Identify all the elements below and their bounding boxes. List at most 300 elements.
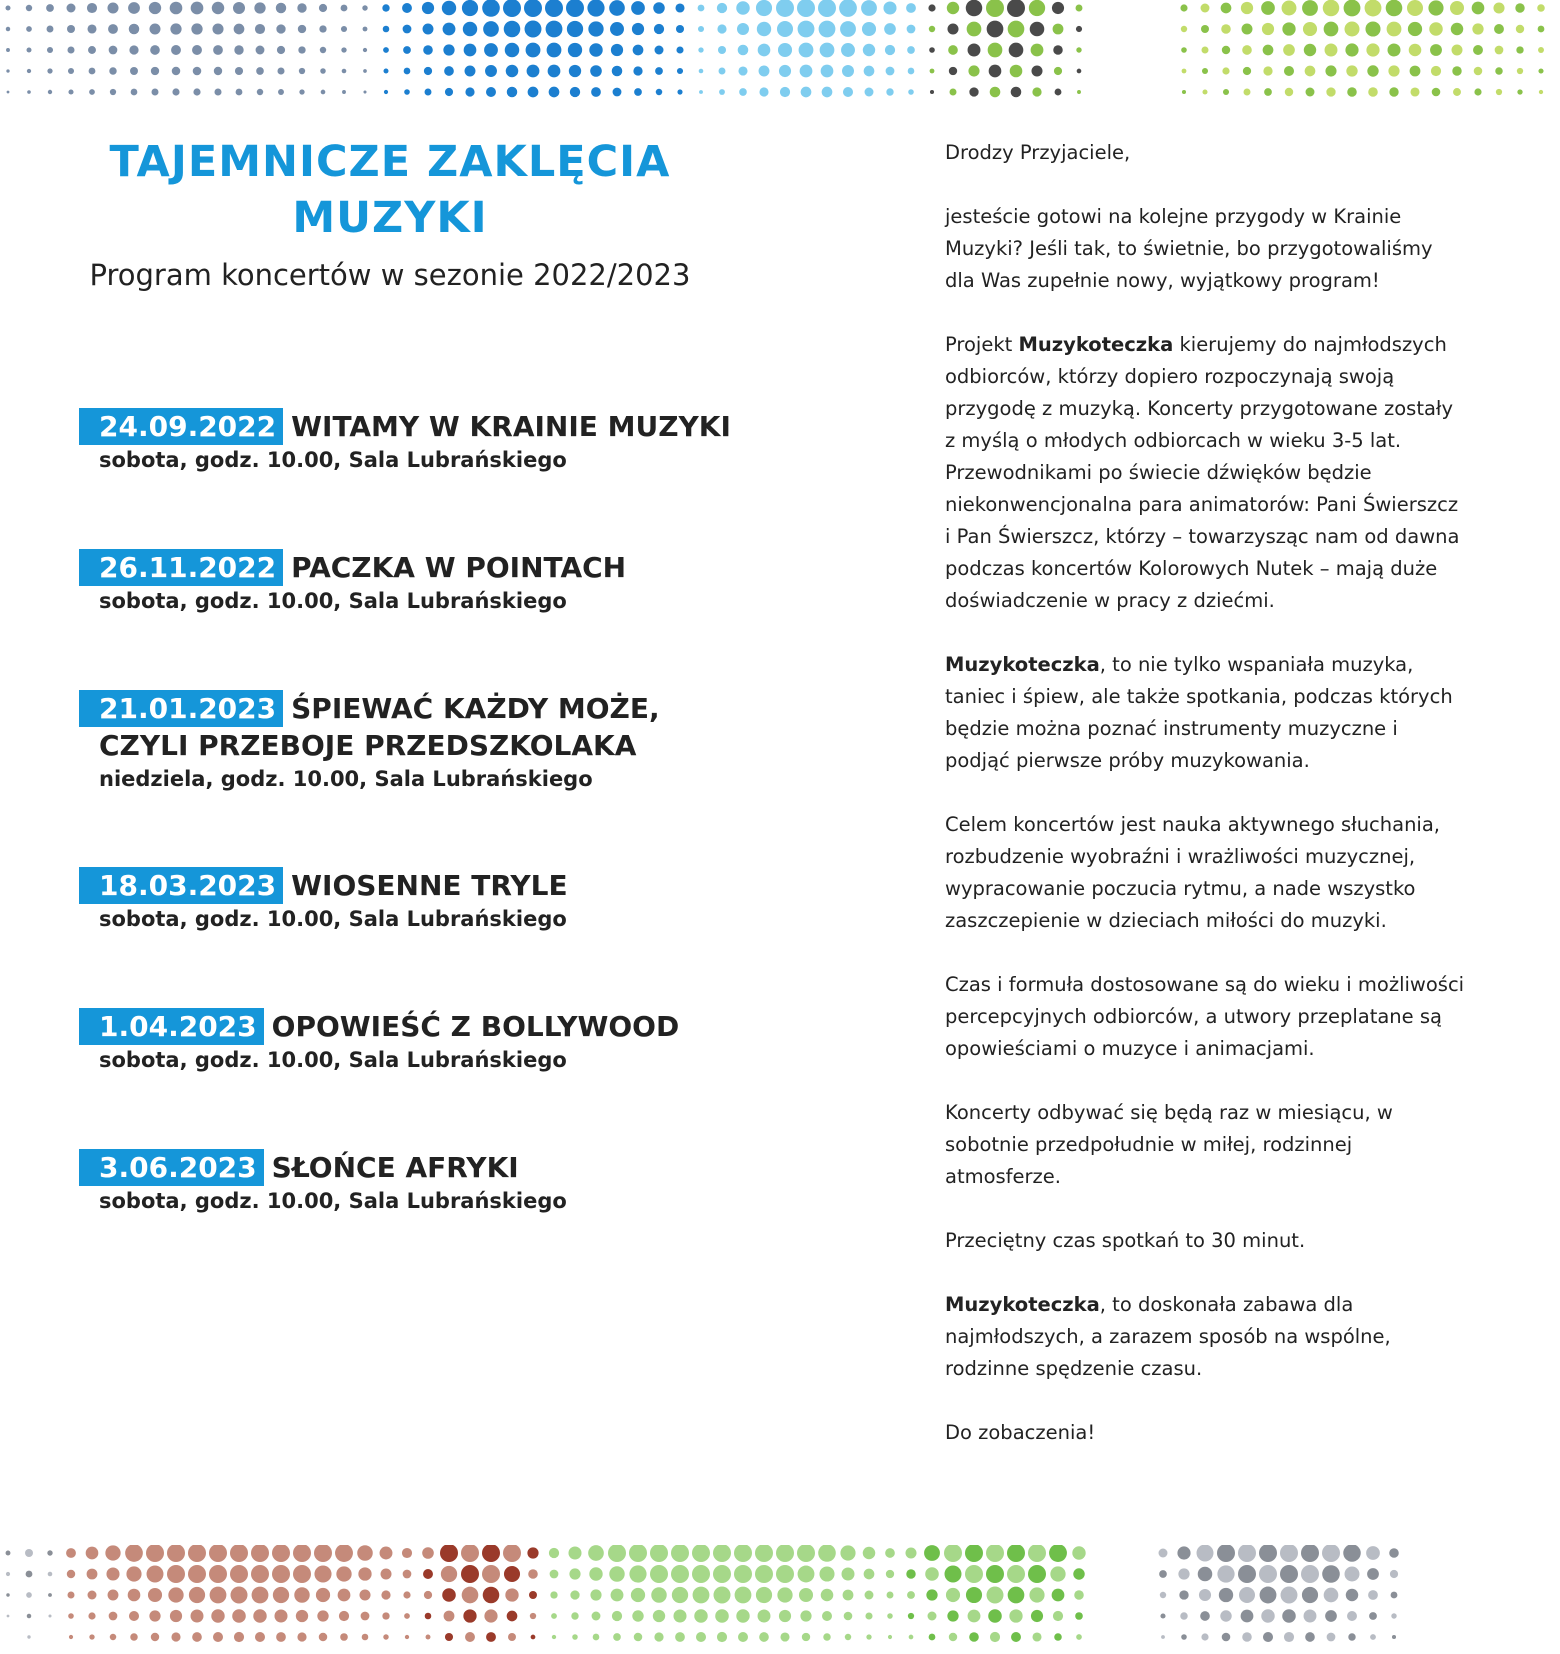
decoration-dot bbox=[276, 1632, 286, 1642]
decoration-dot bbox=[587, 0, 604, 17]
decoration-dot bbox=[966, 0, 982, 16]
decoration-dot bbox=[818, 0, 836, 17]
decoration-dot bbox=[613, 88, 622, 97]
decoration-dot bbox=[821, 65, 834, 78]
decoration-dot bbox=[699, 90, 703, 94]
concert-date-badge: 21.01.2023 bbox=[79, 690, 283, 727]
decoration-dot bbox=[129, 24, 140, 35]
decoration-dot bbox=[403, 46, 411, 54]
decoration-dot bbox=[1076, 1634, 1082, 1640]
decoration-dot bbox=[1429, 22, 1443, 36]
decoration-dot bbox=[550, 1591, 557, 1598]
decoration-dot bbox=[570, 1590, 579, 1599]
decoration-dot bbox=[382, 4, 389, 11]
decoration-dot bbox=[1388, 65, 1399, 76]
decoration-dot bbox=[944, 1545, 962, 1562]
decoration-dot bbox=[823, 1633, 830, 1640]
decoration-dot bbox=[864, 1569, 875, 1580]
decoration-dot bbox=[463, 22, 477, 36]
decoration-dot bbox=[651, 1587, 666, 1602]
decoration-dot bbox=[316, 1588, 330, 1602]
decoration-dot bbox=[948, 45, 958, 55]
decoration-dot bbox=[967, 22, 982, 37]
decoration-dot bbox=[482, 1565, 500, 1583]
decoration-dot bbox=[717, 24, 726, 33]
concert-heading bbox=[79, 549, 839, 586]
decoration-dot bbox=[798, 21, 815, 38]
decoration-dot bbox=[1368, 87, 1378, 97]
decoration-dot bbox=[128, 1589, 141, 1602]
decoration-dot bbox=[1222, 46, 1230, 54]
decoration-dot bbox=[611, 44, 623, 56]
decoration-dot bbox=[380, 1568, 391, 1579]
decoration-dot bbox=[1263, 45, 1274, 56]
concert-heading bbox=[79, 690, 839, 764]
decoration-dot bbox=[545, 0, 563, 17]
decoration-dot bbox=[718, 46, 726, 54]
decoration-dot bbox=[440, 1545, 458, 1562]
decoration-dot bbox=[47, 26, 54, 33]
decoration-dot bbox=[69, 1635, 73, 1639]
decoration-dot bbox=[1159, 1549, 1168, 1558]
decoration-dot bbox=[1493, 2, 1504, 13]
decoration-dot bbox=[589, 43, 602, 56]
decoration-dot bbox=[1160, 1592, 1166, 1598]
decoration-dot bbox=[168, 1587, 183, 1602]
decoration-dot bbox=[403, 25, 412, 34]
decoration-dot bbox=[1221, 24, 1231, 34]
decoration-dot bbox=[968, 1610, 981, 1623]
decoration-dot bbox=[272, 1565, 290, 1583]
decoration-dot bbox=[296, 1610, 308, 1622]
decoration-dot bbox=[717, 3, 727, 13]
decoration-dot bbox=[1301, 1565, 1319, 1583]
decoration-dot bbox=[359, 1589, 370, 1600]
decoration-dot bbox=[969, 1632, 979, 1642]
decoration-dot bbox=[798, 1566, 815, 1583]
decoration-dot bbox=[529, 1591, 537, 1599]
decoration-dot bbox=[210, 1587, 227, 1604]
decoration-dot bbox=[1407, 0, 1423, 16]
decoration-dot bbox=[230, 1565, 248, 1583]
concert-date-badge: 24.09.2022 bbox=[79, 408, 283, 445]
decoration-dot bbox=[1053, 24, 1064, 35]
decoration-dot bbox=[965, 1545, 983, 1562]
letter-paragraph: Koncerty odbywać się będą raz w miesiącu, w sobotnie przedpołudnie w miłej, rodzinnej atmosferze. bbox=[945, 1101, 1393, 1188]
decoration-dot bbox=[778, 43, 792, 57]
decoration-dot bbox=[191, 2, 204, 15]
decoration-dot bbox=[404, 89, 410, 95]
decoration-dot bbox=[655, 67, 663, 75]
decoration-dot bbox=[1238, 1545, 1256, 1562]
decoration-dot bbox=[588, 21, 603, 36]
decoration-dot bbox=[1177, 1546, 1190, 1559]
decoration-dot bbox=[738, 45, 749, 56]
decoration-dot bbox=[886, 88, 893, 95]
decoration-dot bbox=[504, 1566, 520, 1582]
decoration-dot bbox=[507, 1611, 518, 1622]
decoration-dot bbox=[463, 1609, 476, 1622]
decoration-dot bbox=[147, 1566, 164, 1583]
letter-paragraph: jesteście gotowi na kolejne przygody w Krainie Muzyki? Jeśli tak, to świetnie, bo przygotowaliśmy dla Was zupełnie nowy, wyjątkowy program! bbox=[945, 205, 1433, 292]
decoration-dot bbox=[1238, 1565, 1256, 1583]
decoration-dot bbox=[1452, 45, 1463, 56]
decoration-dot bbox=[926, 1589, 937, 1600]
decoration-dot bbox=[1325, 65, 1336, 76]
decoration-dot bbox=[694, 1609, 707, 1622]
decoration-dot bbox=[611, 1589, 624, 1602]
decoration-dot bbox=[235, 67, 243, 75]
letter-closing: Do zobaczenia! bbox=[945, 1421, 1096, 1444]
letter-paragraph: Czas i formuła dostosowane są do wieku i możliwości percepcyjnych odbiorców, a utwory przeplatane są opowieściami o muzyce i animacjami. bbox=[945, 973, 1465, 1060]
decoration-dot bbox=[609, 0, 625, 16]
decoration-dot bbox=[650, 1545, 668, 1562]
decoration-dot bbox=[717, 1632, 727, 1642]
concert-details: niedziela, godz. 10.00, Sala Lubrańskiego bbox=[99, 767, 593, 791]
decoration-dot bbox=[1367, 1568, 1379, 1580]
decoration-dot bbox=[588, 1545, 604, 1561]
decoration-dot bbox=[297, 1632, 306, 1641]
decoration-dot bbox=[503, 0, 521, 17]
decoration-dot bbox=[530, 1613, 536, 1619]
concert-details: sobota, godz. 10.00, Sala Lubrańskiego bbox=[99, 589, 567, 613]
decoration-dot bbox=[1007, 1545, 1025, 1562]
decoration-dot bbox=[886, 67, 895, 76]
decoration-dot bbox=[380, 1547, 393, 1560]
welcome-letter bbox=[945, 137, 1465, 1481]
decoration-dot bbox=[1389, 87, 1398, 96]
decoration-dot bbox=[842, 1568, 855, 1581]
decoration-dot bbox=[1538, 47, 1544, 53]
decoration-dot bbox=[531, 1635, 536, 1640]
decoration-dot bbox=[363, 90, 366, 93]
decoration-dot bbox=[126, 1566, 141, 1581]
decoration-dot bbox=[426, 1635, 431, 1640]
decoration-dot bbox=[1028, 1565, 1046, 1583]
decoration-dot bbox=[1219, 1588, 1233, 1602]
decoration-dot bbox=[150, 45, 160, 55]
program-title bbox=[0, 134, 780, 246]
letter-paragraph: Przeciętny czas spotkań to 30 minut. bbox=[945, 1229, 1306, 1252]
decoration-dot bbox=[839, 0, 857, 17]
decoration-dot bbox=[293, 1565, 311, 1583]
decoration-dot bbox=[1452, 66, 1461, 75]
brand-name: Muzykoteczka bbox=[945, 653, 1100, 676]
decoration-dot bbox=[528, 87, 539, 98]
decoration-dot bbox=[1473, 45, 1483, 55]
decoration-dot bbox=[423, 24, 434, 35]
decoration-dot bbox=[382, 1612, 389, 1619]
decoration-dot bbox=[425, 1613, 432, 1620]
decoration-dot bbox=[87, 3, 97, 13]
decoration-dot bbox=[505, 1588, 518, 1601]
decoration-dot bbox=[800, 1610, 811, 1621]
decoration-dot bbox=[888, 1635, 892, 1639]
decoration-dot bbox=[314, 1565, 331, 1582]
decoration-dot bbox=[819, 21, 836, 38]
decoration-dot bbox=[1347, 87, 1357, 97]
decoration-dot bbox=[1367, 65, 1378, 76]
decoration-dot bbox=[465, 1632, 475, 1642]
decoration-dot bbox=[571, 1612, 578, 1619]
decoration-dot bbox=[1325, 1610, 1337, 1622]
decoration-dot bbox=[1202, 89, 1207, 94]
decoration-dot bbox=[949, 88, 956, 95]
concert-title-line-2: CZYLI PRZEBOJE PRZEDSZKOLAKA bbox=[99, 729, 637, 762]
decoration-dot bbox=[634, 88, 642, 96]
decoration-dot bbox=[255, 1632, 265, 1642]
decoration-dot bbox=[172, 67, 181, 76]
decoration-dot bbox=[739, 88, 747, 96]
decoration-dot bbox=[319, 25, 326, 32]
decoration-dot bbox=[257, 89, 263, 95]
decoration-dot bbox=[1181, 47, 1187, 53]
decoration-dot bbox=[929, 47, 935, 53]
decoration-dot bbox=[734, 1565, 752, 1583]
decoration-dot bbox=[865, 1612, 872, 1619]
decoration-dot bbox=[1031, 65, 1042, 76]
decoration-dot bbox=[1221, 3, 1232, 14]
decoration-dot bbox=[822, 87, 833, 98]
decoration-dot bbox=[26, 26, 32, 32]
concert-title: PACZKA W POINTACH bbox=[291, 551, 627, 584]
decoration-dot bbox=[947, 23, 958, 34]
decoration-dot bbox=[1028, 1545, 1046, 1562]
decoration-dot bbox=[799, 43, 814, 58]
decoration-dot bbox=[671, 1565, 689, 1583]
decoration-dot bbox=[1322, 1565, 1340, 1583]
decoration-dot bbox=[1305, 66, 1316, 77]
decoration-dot bbox=[403, 1570, 412, 1579]
decoration-dot bbox=[776, 0, 794, 17]
decoration-dot bbox=[863, 44, 875, 56]
decoration-dot bbox=[1159, 1570, 1167, 1578]
decoration-dot bbox=[715, 1609, 729, 1623]
decoration-dot bbox=[738, 1632, 748, 1642]
decoration-dot bbox=[402, 3, 412, 13]
decoration-dot bbox=[1241, 1610, 1254, 1623]
decoration-dot bbox=[357, 1545, 373, 1561]
decoration-dot bbox=[568, 43, 582, 57]
decoration-dot bbox=[1262, 23, 1274, 35]
decoration-dot bbox=[107, 2, 118, 13]
decoration-dot bbox=[172, 88, 179, 95]
decoration-dot bbox=[949, 67, 957, 75]
decoration-dot bbox=[298, 46, 305, 53]
decoration-dot bbox=[676, 25, 684, 33]
decoration-dot bbox=[906, 1569, 915, 1578]
decoration-dot bbox=[27, 69, 31, 73]
decoration-dot bbox=[1201, 25, 1209, 33]
decoration-dot bbox=[46, 4, 54, 12]
decoration-dot bbox=[1074, 1590, 1084, 1600]
decoration-dot bbox=[363, 27, 368, 32]
decoration-dot bbox=[797, 1545, 815, 1562]
decoration-dot bbox=[886, 1570, 894, 1578]
decoration-dot bbox=[698, 5, 705, 12]
decoration-dot bbox=[569, 65, 581, 77]
decoration-dot bbox=[1077, 69, 1082, 74]
decoration-dot bbox=[969, 87, 978, 96]
decoration-dot bbox=[800, 65, 813, 78]
decoration-dot bbox=[109, 67, 116, 74]
decoration-dot bbox=[1389, 1548, 1399, 1558]
decoration-dot bbox=[930, 69, 935, 74]
decoration-dot bbox=[1031, 44, 1044, 57]
decoration-dot bbox=[548, 65, 561, 78]
decoration-dot bbox=[151, 1633, 159, 1641]
decoration-dot bbox=[1009, 1609, 1022, 1622]
decoration-dot bbox=[527, 65, 540, 78]
decoration-dot bbox=[188, 1545, 206, 1562]
concert-heading bbox=[79, 1008, 839, 1045]
decoration-dot bbox=[736, 1, 750, 15]
decoration-dot bbox=[1259, 1545, 1277, 1562]
decoration-dot bbox=[1472, 23, 1483, 34]
decoration-dot bbox=[1053, 1611, 1063, 1621]
decoration-dot bbox=[87, 24, 96, 33]
decoration-dot bbox=[1451, 23, 1464, 36]
decoration-dot bbox=[1053, 45, 1063, 55]
decoration-dot bbox=[1280, 1545, 1298, 1562]
decoration-dot bbox=[297, 3, 306, 12]
decoration-dot bbox=[48, 1614, 51, 1617]
decoration-dot bbox=[340, 1633, 348, 1641]
decoration-dot bbox=[1495, 46, 1504, 55]
decoration-dot bbox=[192, 1632, 202, 1642]
decoration-dot bbox=[193, 88, 200, 95]
decoration-dot bbox=[1301, 1545, 1319, 1562]
decoration-dot bbox=[989, 65, 1002, 78]
decoration-dot bbox=[503, 1545, 521, 1562]
decoration-dot bbox=[27, 1635, 30, 1638]
decoration-dot bbox=[1181, 1634, 1187, 1640]
decoration-dot bbox=[209, 1545, 227, 1562]
decoration-dot bbox=[1011, 1632, 1021, 1642]
decoration-dot bbox=[149, 1610, 160, 1621]
decoration-dot bbox=[990, 87, 1001, 98]
decoration-dot bbox=[483, 21, 499, 37]
decoration-dot bbox=[1303, 22, 1317, 36]
concert-item bbox=[79, 1008, 839, 1075]
letter-paragraph bbox=[945, 1289, 1465, 1385]
decoration-dot bbox=[1182, 69, 1187, 74]
decoration-dot bbox=[1217, 1565, 1234, 1582]
decoration-dot bbox=[738, 66, 747, 75]
letter-text: Projekt bbox=[945, 333, 1019, 356]
decoration-dot bbox=[26, 1571, 33, 1578]
decoration-dot bbox=[423, 45, 433, 55]
decoration-dot bbox=[1366, 43, 1379, 56]
decoration-dot bbox=[1031, 1610, 1043, 1622]
decoration-dot bbox=[990, 1632, 1000, 1642]
decoration-dot bbox=[930, 90, 934, 94]
decoration-dot bbox=[251, 1545, 269, 1562]
decoration-dot bbox=[945, 1566, 962, 1583]
decoration-dot bbox=[1075, 1612, 1083, 1620]
decoration-dot bbox=[1180, 4, 1187, 11]
decoration-dot bbox=[1284, 66, 1294, 76]
decoration-dot bbox=[947, 2, 959, 14]
decoration-dot bbox=[654, 24, 664, 34]
decoration-dot bbox=[273, 1587, 289, 1603]
decoration-dot bbox=[1390, 1570, 1398, 1578]
decoration-dot bbox=[48, 90, 52, 94]
decoration-dot bbox=[1072, 1546, 1085, 1559]
decoration-dot bbox=[6, 27, 10, 31]
decoration-dot bbox=[1365, 0, 1382, 16]
decoration-dot bbox=[341, 5, 348, 12]
decoration-dot bbox=[383, 47, 389, 53]
decoration-dot bbox=[87, 1590, 96, 1599]
decoration-dot bbox=[233, 2, 245, 14]
decoration-dot bbox=[699, 69, 704, 74]
program-subtitle: Program koncertów w sezonie 2022/2023 bbox=[89, 258, 691, 292]
decoration-dot bbox=[170, 2, 183, 15]
decoration-dot bbox=[151, 67, 159, 75]
decoration-dot bbox=[232, 1609, 246, 1623]
decoration-dot bbox=[907, 1591, 915, 1599]
decoration-dot bbox=[404, 68, 411, 75]
concert-item bbox=[79, 408, 839, 475]
decoration-dot bbox=[986, 0, 1004, 17]
decoration-dot bbox=[737, 23, 749, 35]
decoration-dot bbox=[1241, 2, 1253, 14]
decoration-dot bbox=[189, 1587, 205, 1603]
decoration-dot bbox=[802, 1633, 810, 1641]
decoration-dot bbox=[865, 1591, 874, 1600]
decoration-dot bbox=[234, 1632, 244, 1642]
decoration-dot bbox=[528, 1569, 538, 1579]
decoration-dot bbox=[653, 2, 664, 13]
concert-title: OPOWIEŚĆ Z BOLLYWOOD bbox=[271, 1010, 680, 1043]
decoration-dot bbox=[1077, 90, 1081, 94]
decoration-dot bbox=[949, 1633, 957, 1641]
decoration-dot bbox=[1324, 22, 1339, 37]
decoration-dot bbox=[129, 1611, 139, 1621]
decoration-dot bbox=[214, 88, 221, 95]
decoration-dot bbox=[632, 23, 644, 35]
decoration-dot bbox=[443, 44, 454, 55]
decoration-dot bbox=[191, 1610, 204, 1623]
decoration-dot bbox=[1283, 44, 1295, 56]
decoration-dot bbox=[1161, 1635, 1165, 1639]
decoration-dot bbox=[1369, 1612, 1377, 1620]
decoration-dot bbox=[759, 1632, 769, 1642]
decoration-dot bbox=[1243, 67, 1251, 75]
decoration-dot bbox=[381, 1590, 390, 1599]
decoration-dot bbox=[590, 1589, 601, 1600]
decoration-dot bbox=[801, 87, 812, 98]
decoration-dot bbox=[6, 1593, 9, 1596]
decoration-dot bbox=[1474, 88, 1481, 95]
decoration-dot bbox=[692, 1545, 710, 1562]
decoration-dot bbox=[230, 1586, 247, 1603]
letter-paragraph: Celem koncertów jest nauka aktywnego słuchania, rozbudzenie wyobraźni i wrażliwości muzycznej, wypracowanie poczucia rytmu, a nade wszystko zaszczepienie w dzieciach miłości do muzyki. bbox=[945, 813, 1441, 932]
decoration-dot bbox=[482, 1545, 500, 1562]
concert-date-badge: 18.03.2023 bbox=[79, 867, 283, 904]
decoration-dot bbox=[650, 1565, 668, 1583]
decoration-dot bbox=[677, 68, 683, 74]
decoration-dot bbox=[105, 1545, 120, 1560]
decoration-dot bbox=[67, 25, 75, 33]
decoration-dot bbox=[1386, 0, 1403, 16]
decoration-dot bbox=[1010, 65, 1023, 78]
concert-heading bbox=[79, 408, 839, 445]
decoration-dot bbox=[1244, 89, 1251, 96]
decoration-dot bbox=[212, 2, 224, 14]
decoration-dot bbox=[909, 1635, 914, 1640]
